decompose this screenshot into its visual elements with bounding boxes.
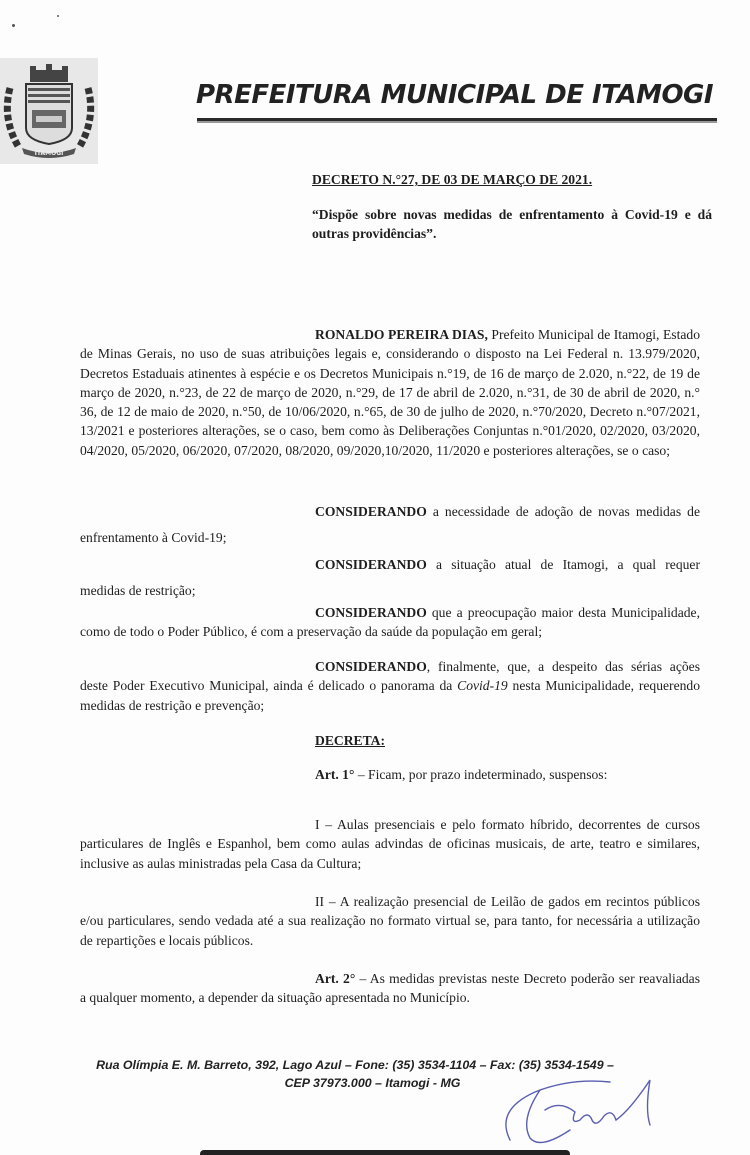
- preamble-text: Prefeito Municipal de Itamogi, Estado de Minas Gerais, no uso de suas atribuições legais e, considerando o disposto na Lei Federal n. 13.979/2020, Decretos Estaduais atinentes à espécie e os Decretos Municipais n.°19, de 16 de março de 2.020, n.°22, de 19 de março de 2020, n.°23, de 22 de março de 2020, n.°29, de 17 de abril de 2.020, n.°31, de 30 de abril de 2020, n.° 36, de 12 de maio de 2020, n.°50, de 10/06/2020, n.°65, de 30 de julho de 2020, n.°70/2020, Decreto n.°07/2021, 13/2021 e posteriores alterações, se o caso, bem como às Deliberações Conjuntas n.°01/2020, 02/2020, 03/2020, 04/2020, 05/2020, 06/2020, 07/2020, 08/2020, 09/2020,10/2020, 11/2020 e posteriores alterações, se o caso;: [80, 327, 700, 458]
- article-label: Art. 2°: [315, 971, 356, 986]
- mayor-name: RONALDO PEREIRA DIAS,: [315, 327, 488, 342]
- organization-title: PREFEITURA MUNICIPAL DE ITAMOGI: [196, 80, 714, 110]
- item-text: I – Aulas presenciais e pelo formato híbrido, decorrentes de cursos particulares de Inglês e Espanhol, bem como aulas advindas de oficinas musicais, de arte, teatro e similares, inclusive as aulas ministradas pela Casa da Cultura;: [80, 817, 700, 871]
- considerando-text: nesta Municipalidade, requerendo medidas de restrição e prevenção;: [80, 678, 701, 713]
- article-label: Art. 1°: [315, 767, 355, 782]
- article-text: – Ficam, por prazo indeterminado, suspensos:: [354, 767, 608, 782]
- decreta-heading: DECRETA:: [315, 733, 385, 748]
- considerando-keyword: CONSIDERANDO: [315, 659, 427, 674]
- scan-speck: [12, 24, 15, 27]
- considerando-text: a situação atual de Itamogi, a qual requer medidas de restrição;: [80, 557, 700, 598]
- considerando-keyword: CONSIDERANDO: [315, 605, 427, 620]
- considerando-2: [80, 552, 700, 604]
- considerando-italic-term: Covid-19: [457, 678, 508, 694]
- item-text: II – A realização presencial de Leilão de gados em recintos públicos e/ou particulares, sendo vedada até a sua realização no formato virtual se, para tanto, for necessária a utilização de repartições e locais públicos.: [80, 894, 700, 948]
- considerando-keyword: CONSIDERANDO: [315, 557, 427, 572]
- article-2: [80, 969, 700, 1008]
- footer-address-line-2: CEP 37973.000 – Itamogi - MG: [284, 1076, 461, 1090]
- preamble-paragraph: [80, 325, 700, 460]
- footer-address-line-1: Rua Olímpia E. M. Barreto, 392, Lago Azul – Fone: (35) 3534-1104 – Fax: (35) 3534-1549 –: [96, 1058, 614, 1072]
- handwritten-signature: [500, 1070, 690, 1150]
- considerando-text: a necessidade de adoção de novas medidas de enfrentamento à Covid-19;: [80, 504, 700, 545]
- article-1: [80, 765, 700, 784]
- considerando-keyword: CONSIDERANDO: [315, 504, 427, 519]
- crest-icon: [0, 58, 98, 164]
- article-1-item-2: [80, 892, 700, 950]
- considerando-text: que a preocupação maior desta Municipalidade, como de todo o Poder Público, é com a preservação da saúde da população em geral;: [80, 605, 700, 640]
- title-underline-divider: [197, 118, 717, 123]
- article-1-item-1: [80, 815, 700, 873]
- decree-ementa: “Dispõe sobre novas medidas de enfrentamento à Covid-19 e dá outras providências”.: [312, 207, 712, 241]
- considerando-3: [80, 603, 700, 642]
- municipal-crest-logo: [0, 58, 98, 164]
- considerando-4: [80, 657, 700, 715]
- scan-speck: [57, 15, 59, 17]
- crest-label: ITAMOGI: [34, 150, 64, 157]
- considerando-text: , finalmente, que, a despeito das sérias ações deste Poder Executivo Municipal, ainda é delicado o panorama da: [80, 659, 700, 694]
- article-text: – As medidas previstas neste Decreto poderão ser reavaliadas a qualquer momento, a depender da situação apresentada no Município.: [80, 971, 700, 1006]
- decree-title: DECRETO N.°27, DE 03 DE MARÇO DE 2021.: [312, 172, 593, 187]
- bottom-footer-bar: [200, 1150, 570, 1155]
- considerando-1: [80, 499, 700, 551]
